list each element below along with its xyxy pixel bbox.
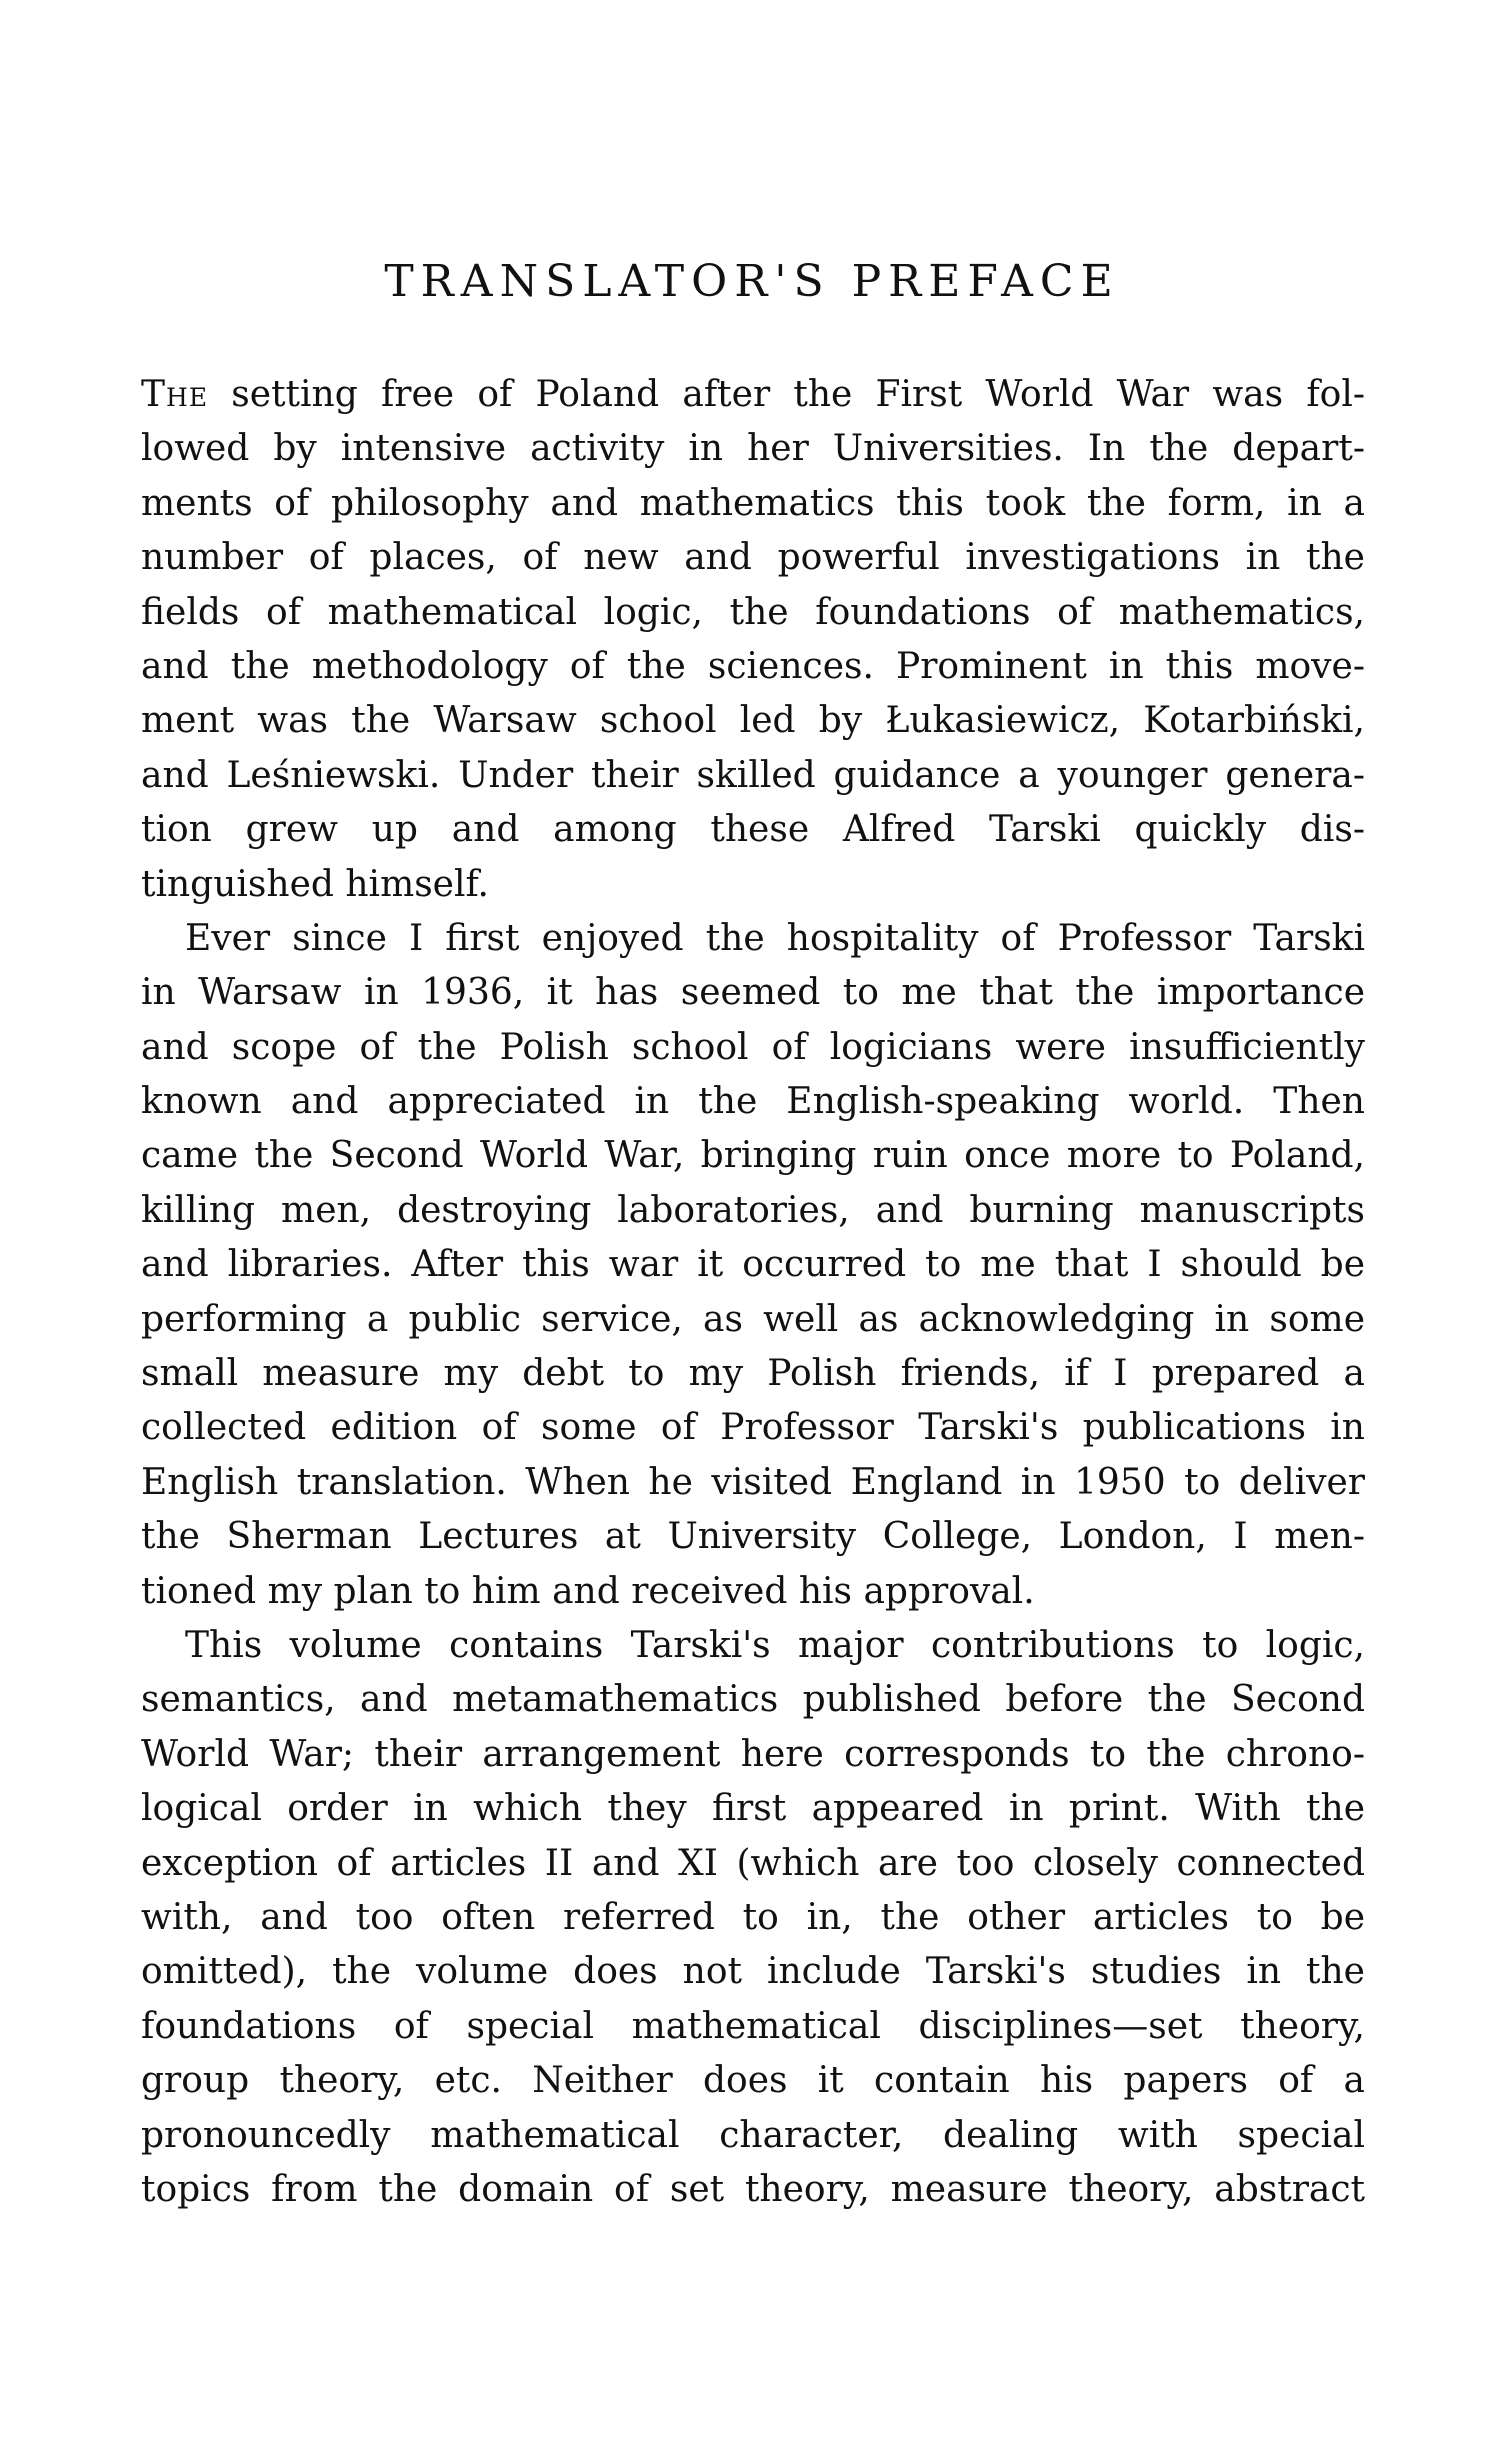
text-line: ment was the Warsaw school led by Łukasiewicz, Kotarbiński, <box>141 700 1365 742</box>
text-line: and Leśniewski. Under their skilled guidance a younger genera- <box>141 754 1365 796</box>
text-line: number of places, of new and powerful investigations in the <box>141 537 1365 579</box>
paragraph <box>141 1619 1365 2217</box>
page-title: TRANSLATOR'S PREFACE <box>384 256 1120 307</box>
text-line: in Warsaw in 1936, it has seemed to me that the importance <box>141 972 1365 1014</box>
text-line: Ever since I first enjoyed the hospitality of Professor Tarski <box>185 917 1365 959</box>
text-line: tion grew up and among these Alfred Tarski quickly dis- <box>141 809 1365 851</box>
text-line: killing men, destroying laboratories, and burning manuscripts <box>141 1189 1365 1231</box>
text-line: The setting free of Poland after the First World War was fol- <box>141 374 1365 415</box>
paragraph <box>141 912 1365 1619</box>
text-line: pronouncedly mathematical character, dealing with special <box>141 2114 1365 2156</box>
text-line: tinguished himself. <box>141 863 489 905</box>
text-line: lowed by intensive activity in her Universities. In the depart- <box>141 428 1365 470</box>
text-line: and libraries. After this war it occurred to me that I should be <box>141 1244 1365 1286</box>
paragraph-lead: The <box>141 374 209 415</box>
paragraph <box>141 368 1365 912</box>
body-text <box>141 368 1365 2217</box>
text-line: and the methodology of the sciences. Prominent in this move- <box>141 645 1365 687</box>
text-line: topics from the domain of set theory, measure theory, abstract <box>141 2168 1365 2210</box>
text-line: collected edition of some of Professor Tarski's publications in <box>141 1407 1365 1449</box>
text-line: performing a public service, as well as acknowledging in some <box>141 1298 1365 1340</box>
text-line: came the Second World War, bringing ruin once more to Poland, <box>141 1135 1365 1177</box>
text-line: group theory, etc. Neither does it contain his papers of a <box>141 2060 1365 2102</box>
text-line: with, and too often referred to in, the other articles to be <box>141 1896 1365 1938</box>
text-line: ments of philosophy and mathematics this took the form, in a <box>141 482 1365 524</box>
text-line: the Sherman Lectures at University College, London, I men- <box>141 1516 1365 1558</box>
text-line: English translation. When he visited England in 1950 to deliver <box>141 1461 1365 1503</box>
text-line: omitted), the volume does not include Tarski's studies in the <box>141 1951 1365 1993</box>
text-line: This volume contains Tarski's major contributions to logic, <box>185 1624 1365 1666</box>
text-line: fields of mathematical logic, the foundations of mathematics, <box>141 591 1365 633</box>
text-line: exception of articles II and XI (which are too closely connected <box>141 1842 1365 1884</box>
text-line: and scope of the Polish school of logicians were insufficiently <box>141 1026 1365 1068</box>
text-line: foundations of special mathematical disciplines—set theory, <box>141 2005 1365 2047</box>
text-line: known and appreciated in the English-speaking world. Then <box>141 1081 1365 1123</box>
text-line: small measure my debt to my Polish friends, if I prepared a <box>141 1353 1365 1395</box>
text-line: World War; their arrangement here corresponds to the chrono- <box>141 1733 1365 1775</box>
text-line: semantics, and metamathematics published before the Second <box>141 1679 1365 1721</box>
text-line: tioned my plan to him and received his approval. <box>141 1570 1035 1612</box>
text-line: logical order in which they first appeared in print. With the <box>141 1788 1365 1830</box>
